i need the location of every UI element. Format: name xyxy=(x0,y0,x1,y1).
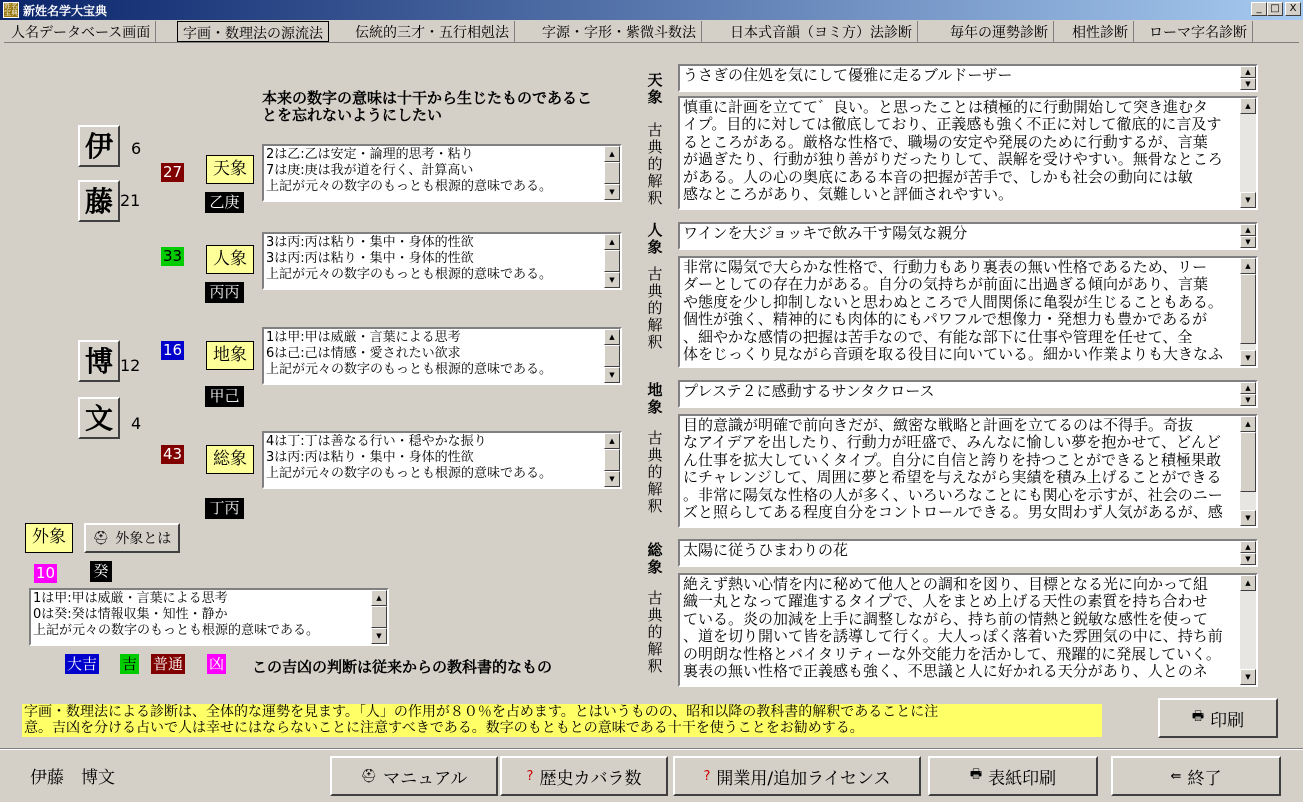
manual-button[interactable]: ⛑ マニュアル xyxy=(330,756,498,796)
maximize-button[interactable]: □ xyxy=(1267,2,1283,16)
right-sub-chisho: 古典的解釈 xyxy=(647,429,663,515)
spin-scroll[interactable]: ▲ ▼ xyxy=(1240,382,1256,406)
scrollbar[interactable]: ▲ ▼ xyxy=(604,146,620,200)
gaisho-info-button[interactable]: ⛑ 外象とは xyxy=(84,523,180,553)
exit-button[interactable]: ⇚ 終了 xyxy=(1111,756,1281,796)
gaisho-meaning-box[interactable]: 1は甲:甲は威厳・言葉による思考 0は癸:癸は情報収集・知性・静か 上記が元々の数字のもっとも根源的意味である。 ▲ ▼ xyxy=(29,588,389,646)
tab-divider xyxy=(4,42,1299,43)
chisho-label: 地象 xyxy=(206,341,254,370)
sosho-phrase-field[interactable]: 太陽に従うひまわりの花 ▲ ▼ xyxy=(678,539,1258,567)
title-bar xyxy=(0,0,1303,20)
name-char-4: 文 xyxy=(78,397,120,439)
name-char-2: 藤 xyxy=(78,180,120,222)
tensho-interpretation-box[interactable]: 慎重に計画を立てて゛良い。と思ったことは積極的に行動開始して突き進むタ イプ。目的に対しては徹底しており、正義感も強く不正に対して徹底的に言及す るところがある。厳格な性格で、職場の安定や発展のために行動するが、言葉 が過ぎたり、行動が独り善がりだったりして、誤解を受けやすい。無骨なところ がある。人の心の奥底にある本音の把握が苦手で、しかも社会の動向には敏 感なところがあり、気難しいと評価されやすい。 ▲ ▼ xyxy=(678,96,1258,210)
stroke-count-1: 6 xyxy=(131,139,142,158)
question-icon: ? xyxy=(703,768,711,784)
scrollbar[interactable]: ▲ ▼ xyxy=(1240,258,1256,366)
page-heading: 本来の数字の意味は十干から生じたものであるこ とを忘れないようにしたい xyxy=(262,89,593,124)
chisho-interpretation-box[interactable]: 目的意識が明確で前向きだが、緻密な戦略と計画を立てるのは不得手。奇抜 なアイデアを出したり、行動力が旺盛で、みんなに愉しい夢を抱かせて、どんど ん仕事を拡大していくタイプ。自分に自信と誇りを持つことができると積極果敢 にチャレンジして、周囲に夢と希望を与えながら実績を積み上げることができる 。非常に陽気な性格の人が多く、いろいろなことにも関心を示すが、社会のニー ズと照らしてある程度自分をコントロールできる。男女問わず人気があるが、感 ▲ ▼ xyxy=(678,414,1258,528)
legend-kichi: 吉 xyxy=(122,655,138,673)
person-name: 伊藤 博文 xyxy=(30,768,115,788)
tab-romaji[interactable]: ローマ字名診断 xyxy=(1144,21,1253,42)
sosho-number: 43 xyxy=(162,445,183,463)
scrollbar[interactable]: ▲ ▼ xyxy=(604,433,620,487)
question-icon: ? xyxy=(526,768,534,784)
help-book-icon: ⛑ xyxy=(92,530,110,546)
scrollbar[interactable]: ▲ ▼ xyxy=(1240,416,1256,526)
gaisho-number: 10 xyxy=(35,564,56,582)
chisho-number: 16 xyxy=(162,341,183,359)
minimize-button[interactable]: _ xyxy=(1251,2,1267,16)
jinsho-kan: 丙丙 xyxy=(205,282,244,303)
right-title-chisho: 地象 xyxy=(647,381,663,416)
right-title-sosho: 総象 xyxy=(647,541,663,576)
legend-kyo: 凶 xyxy=(209,655,225,673)
tensho-phrase-field[interactable]: うさぎの住処を気にして優雅に走るブルドーザー ▲ ▼ xyxy=(678,64,1258,92)
app-icon: 姓名宝典 xyxy=(4,2,18,17)
scrollbar[interactable]: ▲ ▼ xyxy=(604,329,620,383)
jinsho-number: 33 xyxy=(162,247,183,265)
scrollbar[interactable]: ▲ ▼ xyxy=(1240,98,1256,208)
footer-separator xyxy=(0,748,1303,750)
exit-icon: ⇚ xyxy=(1170,768,1182,784)
right-title-tensho: 天象 xyxy=(647,71,663,106)
name-char-1: 伊 xyxy=(78,125,120,167)
stroke-count-3: 12 xyxy=(120,356,141,375)
gaisho-kan: 癸 xyxy=(90,561,112,582)
tab-compatibility[interactable]: 相性診断 xyxy=(1067,21,1134,42)
cover-print-button[interactable]: 🖶 表紙印刷 xyxy=(928,756,1098,796)
license-button[interactable]: ? 開業用/追加ライセンス xyxy=(673,756,921,796)
tensho-number: 27 xyxy=(162,163,183,181)
chisho-meaning-box[interactable]: 1は甲:甲は威厳・言葉による思考 6は己:己は情感・愛されたい欲求 上記が元々の数字のもっとも根源的意味である。 ▲ ▼ xyxy=(262,327,622,385)
tensho-meaning-box[interactable]: 2は乙:乙は安定・論理的思考・粘り 7は庚:庚は我が道を行く、計算高い 上記が元々の数字のもっとも根源的意味である。 ▲ ▼ xyxy=(262,144,622,202)
right-sub-jinsho: 古典的解釈 xyxy=(647,265,663,351)
spin-scroll[interactable]: ▲ ▼ xyxy=(1240,541,1256,565)
notice-banner: 字画・数理法による診断は、全体的な運勢を見ます。「人」の作用が８０％を占めます。とはいうものの、昭和以降の教科書的解釈であることに注 意。吉凶を分ける占いで人は幸せにはならないことに注意すべきである。数字のもともとの意味である十干を使うことをお勧めする。 xyxy=(22,704,1102,737)
tab-stroke-numerology[interactable]: 字画・数理法の源流法 xyxy=(177,21,329,42)
sosho-label: 総象 xyxy=(206,445,254,474)
sosho-meaning-box[interactable]: 4は丁:丁は善なる行い・穏やかな振り 3は丙:丙は粘り・集中・身体的性欲 上記が元々の数字のもっとも根源的意味である。 ▲ ▼ xyxy=(262,431,622,489)
name-char-3: 博 xyxy=(78,340,120,382)
jinsho-phrase-field[interactable]: ワインを大ジョッキで飲み干す陽気な親分 ▲ ▼ xyxy=(678,222,1258,250)
printer-icon: 🖶 xyxy=(1191,709,1205,724)
chisho-kan: 甲己 xyxy=(205,386,244,407)
legend-daikichi: 大吉 xyxy=(67,655,98,673)
sosho-interpretation-box[interactable]: 絶えず熱い心情を内に秘めて他人との調和を図り、目標となる光に向かって組 織一丸となって躍進するタイプで、人をまとめ上げる天性の素質を持ち合わせ ている。炎の加減を上手に調整しながら、持ち前の情熱と鋭敏な感性を使って 、道を切り開いて皆を誘導して行く。大人っぽく落着いた雰囲気の中に、持ち前 の明朗な性格とバイタリティーな外交能力を活かして、飛躍的に発展していく。 裏表の無い性格で正義感も強く、不思議と人に好かれる天分があり、人とのネ ▲ ▼ xyxy=(678,573,1258,687)
scrollbar[interactable]: ▲ ▼ xyxy=(1240,575,1256,685)
tab-jigen-shibi[interactable]: 字源・字形・紫微斗数法 xyxy=(537,21,702,42)
legend-futsu: 普通 xyxy=(153,655,184,673)
right-sub-tensho: 古典的解釈 xyxy=(647,121,663,207)
tensho-kan: 乙庚 xyxy=(205,192,244,213)
jinsho-label: 人象 xyxy=(206,245,254,274)
print-button[interactable]: 🖶 印刷 xyxy=(1158,698,1278,738)
close-button[interactable]: X xyxy=(1285,2,1301,16)
legend-note: この吉凶の判断は従来からの教科書的なもの xyxy=(252,658,553,676)
tab-name-database[interactable]: 人名データベース画面 xyxy=(6,21,156,42)
tab-onin[interactable]: 日本式音韻（ヨミ方）法診断 xyxy=(725,21,918,42)
scrollbar[interactable]: ▲ ▼ xyxy=(371,590,387,644)
chisho-phrase-field[interactable]: プレステ２に感動するサンタクロース ▲ ▼ xyxy=(678,380,1258,408)
spin-scroll[interactable]: ▲ ▼ xyxy=(1240,224,1256,248)
tab-sansai-gogyo[interactable]: 伝統的三才・五行相剋法 xyxy=(350,21,515,42)
scrollbar[interactable]: ▲ ▼ xyxy=(604,234,620,288)
spin-scroll[interactable]: ▲ ▼ xyxy=(1240,66,1256,90)
gaisho-label: 外象 xyxy=(25,523,73,553)
help-book-icon: ⛑ xyxy=(360,768,378,784)
tensho-label: 天象 xyxy=(206,155,254,184)
right-sub-sosho: 古典的解釈 xyxy=(647,589,663,675)
jinsho-meaning-box[interactable]: 3は丙:丙は粘り・集中・身体的性欲 3は丙:丙は粘り・集中・身体的性欲 上記が元々の数字のもっとも根源的意味である。 ▲ ▼ xyxy=(262,232,622,290)
window-title: 新姓名学大宝典 xyxy=(23,4,108,18)
stroke-count-2: 21 xyxy=(120,191,141,210)
jinsho-interpretation-box[interactable]: 非常に陽気で大らかな性格で、行動力もあり裏表の無い性格であるため、リー ダーとしての存在力がある。自分の気持ちが前面に出過ぎる傾向があり、言葉 や態度を少し抑制しないと思わぬところで人間関係に亀裂が生じることもある。 個性が強く、精神的にも肉体的にもパワフルで想像力・発想力も豊かであるが 、細やかな感情の把握は苦手なので、有能な部下に仕事や管理を任せて、全 体をじっくり見ながら音頭を取る役目に向いている。細かい作業よりも大きなふ ▲ ▼ xyxy=(678,256,1258,368)
tab-yearly-fortune[interactable]: 毎年の運勢診断 xyxy=(945,21,1054,42)
history-kabbalah-button[interactable]: ? 歴史カバラ数 xyxy=(500,756,668,796)
sosho-kan: 丁丙 xyxy=(205,498,244,519)
right-title-jinsho: 人象 xyxy=(647,221,663,256)
stroke-count-4: 4 xyxy=(131,414,142,433)
printer-icon: 🖶 xyxy=(969,767,983,782)
